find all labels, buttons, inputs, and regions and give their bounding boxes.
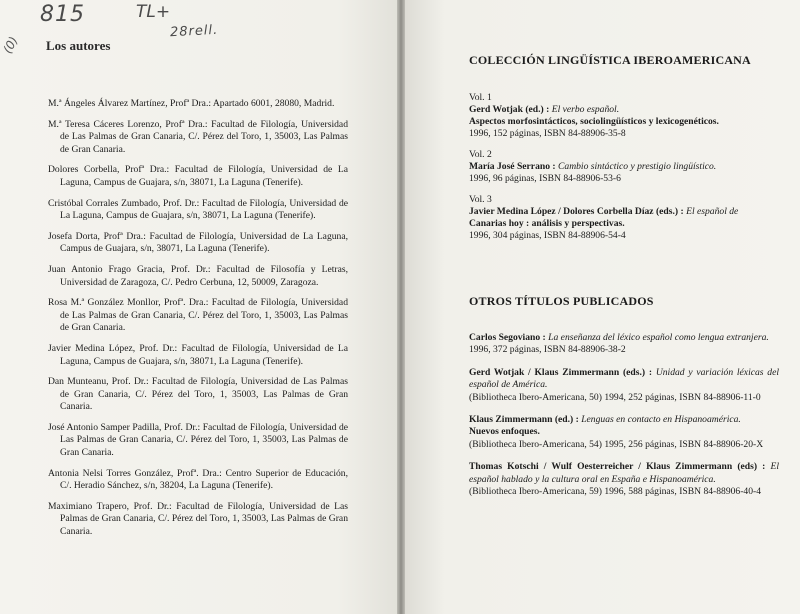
volume-title: El verbo español.	[551, 104, 620, 115]
author-entry: Javier Medina López, Prof. Dr.: Facultad de Filología, Universidad de La Laguna, Campus de Guajara, s/n, 38071, La Laguna (Tenerife).	[48, 342, 348, 367]
other-title-author: Carlos Segoviano :	[469, 332, 546, 343]
other-title-author: Gerd Wotjak / Klaus Zimmermann (eds.) :	[469, 366, 653, 378]
other-title-info: (Bibliotheca Ibero-Americana, 54) 1995, 256 páginas, ISBN 84-88906-20-X	[469, 438, 764, 450]
other-title-info: (Bibliotheca Ibero-Americana, 50) 1994, 252 páginas, ISBN 84-88906-11-0	[469, 391, 761, 403]
author-entry: Cristóbal Corrales Zumbado, Prof. Dr.: Facultad de Filología, Universidad de La Laguna, Campus de Guajara, s/n, 38071, La Laguna (Tenerife).	[48, 197, 348, 222]
other-titles-list	[469, 332, 779, 508]
author-entry: Rosa M.ª González Monllor, Profª. Dra.: Facultad de Filología, Universidad de Las Palmas de Gran Canaria, C/. Pérez del Toro, 1, 35003, Las Palmas de Gran Canaria.	[48, 297, 348, 334]
other-title-entry	[469, 367, 779, 404]
collection-heading: COLECCIÓN LINGÜÍSTICA IBEROAMERICANA	[469, 53, 751, 67]
author-entry: M.ª Ángeles Álvarez Martínez, Profª Dra.: Apartado 6001, 28080, Madrid.	[48, 98, 335, 109]
volume-editor-title	[469, 161, 769, 173]
author-entry: M.ª Teresa Cáceres Lorenzo, Profª Dra.: Facultad de Filología, Universidad de Las Palmas de Gran Canaria, C/. Pérez del Toro, 1, 35003, Las Palmas de Gran Canaria.	[48, 118, 348, 155]
volume-subtitle: Canarias hoy : análisis y perspectivas.	[469, 218, 625, 229]
volume-editor: Javier Medina López / Dolores Corbella Díaz (eds.) :	[469, 206, 684, 217]
handwritten-note: 815	[40, 2, 85, 27]
volume-info: 1996, 96 páginas, ISBN 84-88906-53-6	[469, 173, 621, 184]
author-entry: José Antonio Samper Padilla, Prof. Dr.: Facultad de Filología, Universidad de Las Palmas de Gran Canaria, C/. Pérez del Toro, 1, 35003, Las Palmas de Gran Canaria.	[48, 421, 348, 459]
volume-number: Vol. 3	[469, 194, 492, 205]
volume-editor-title	[469, 104, 769, 116]
volume-entry	[469, 194, 769, 242]
volume-entry	[469, 92, 769, 140]
other-title-name: La enseñanza del léxico español como lengua extranjera.	[548, 332, 769, 343]
handwritten-note: 28rell.	[169, 22, 219, 41]
author-entry: Dan Munteanu, Prof. Dr.: Facultad de Filología, Universidad de Las Palmas de Gran Canaria, C/. Pérez del Toro, 1, 35003, Las Palmas de Gran Canaria.	[48, 376, 348, 413]
other-titles-heading: OTROS TÍTULOS PUBLICADOS	[469, 294, 654, 308]
other-title-name: Unidad y variación léxicas del español de América.	[469, 366, 779, 391]
author-entry: Dolores Corbella, Profª Dra.: Facultad de Filología, Universidad de La Laguna, Campus de Guajara, s/n, 38071, La Laguna (Tenerife).	[48, 164, 348, 188]
volume-number: Vol. 2	[469, 149, 492, 160]
handwritten-margin-mark: (0)	[0, 34, 21, 56]
other-title-info: 1996, 372 páginas, ISBN 84-88906-38-2	[469, 344, 626, 356]
other-title-info: (Bibliotheca Ibero-Americana, 59) 1996, 588 páginas, ISBN 84-88906-40-4	[469, 486, 762, 498]
volume-info: 1996, 304 páginas, ISBN 84-88906-54-4	[469, 230, 626, 241]
authors-list	[48, 98, 348, 547]
author-entry: Maximiano Trapero, Prof. Dr.: Facultad de Filología, Universidad de Las Palmas de Gran Canaria, C/. Pérez del Toro, 1, 35003, Las Palmas de Gran Canaria.	[48, 500, 348, 538]
book-gutter	[397, 0, 405, 614]
other-title-entry	[469, 461, 779, 498]
volume-entry	[469, 149, 769, 185]
volume-title: Cambio sintáctico y prestigio lingüístico.	[558, 161, 717, 172]
other-title-entry	[469, 332, 779, 357]
other-title-author: Klaus Zimmermann (ed.) :	[469, 414, 579, 426]
other-title-name: Lenguas en contacto en Hispanoamérica.	[581, 414, 741, 426]
other-title-author: Thomas Kotschi / Wulf Oesterreicher / Klaus Zimmermann (eds) :	[469, 461, 766, 473]
volume-editor: María José Serrano :	[469, 161, 556, 172]
left-page	[0, 0, 397, 614]
other-title-name: El español hablado y la cultura oral en España e Hispanoamérica.	[469, 461, 779, 485]
other-title-subtitle: Nuevos enfoques.	[469, 426, 540, 438]
author-entry: Josefa Dorta, Profª Dra.: Facultad de Filología, Universidad de La Laguna, Campus de Guajara, s/n, 38071, La Laguna (Tenerife).	[48, 230, 348, 255]
volume-number: Vol. 1	[469, 92, 492, 103]
volume-title: El español de	[686, 206, 739, 217]
volume-subtitle: Aspectos morfosintácticos, sociolingüísticos y lexicogenéticos.	[469, 116, 719, 127]
other-title-entry	[469, 414, 779, 451]
volume-info: 1996, 152 páginas, ISBN 84-88906-35-8	[469, 128, 626, 139]
author-entry: Juan Antonio Frago Gracia, Prof. Dr.: Facultad de Filosofía y Letras, Universidad de Zaragoza, C/. Pedro Cerbuna, 12, 50009, Zaragoza.	[48, 263, 348, 288]
volume-editor-title	[469, 206, 769, 218]
volume-editor: Gerd Wotjak (ed.) :	[469, 104, 550, 115]
volume-list	[469, 92, 769, 251]
author-entry: Antonia Nelsi Torres González, Profª. Dra.: Centro Superior de Educación, C/. Heradio Sánchez, s/n, 38204, La Laguna (Tenerife).	[48, 467, 348, 492]
authors-heading: Los autores	[46, 38, 111, 53]
handwritten-note: TL+	[136, 2, 171, 22]
